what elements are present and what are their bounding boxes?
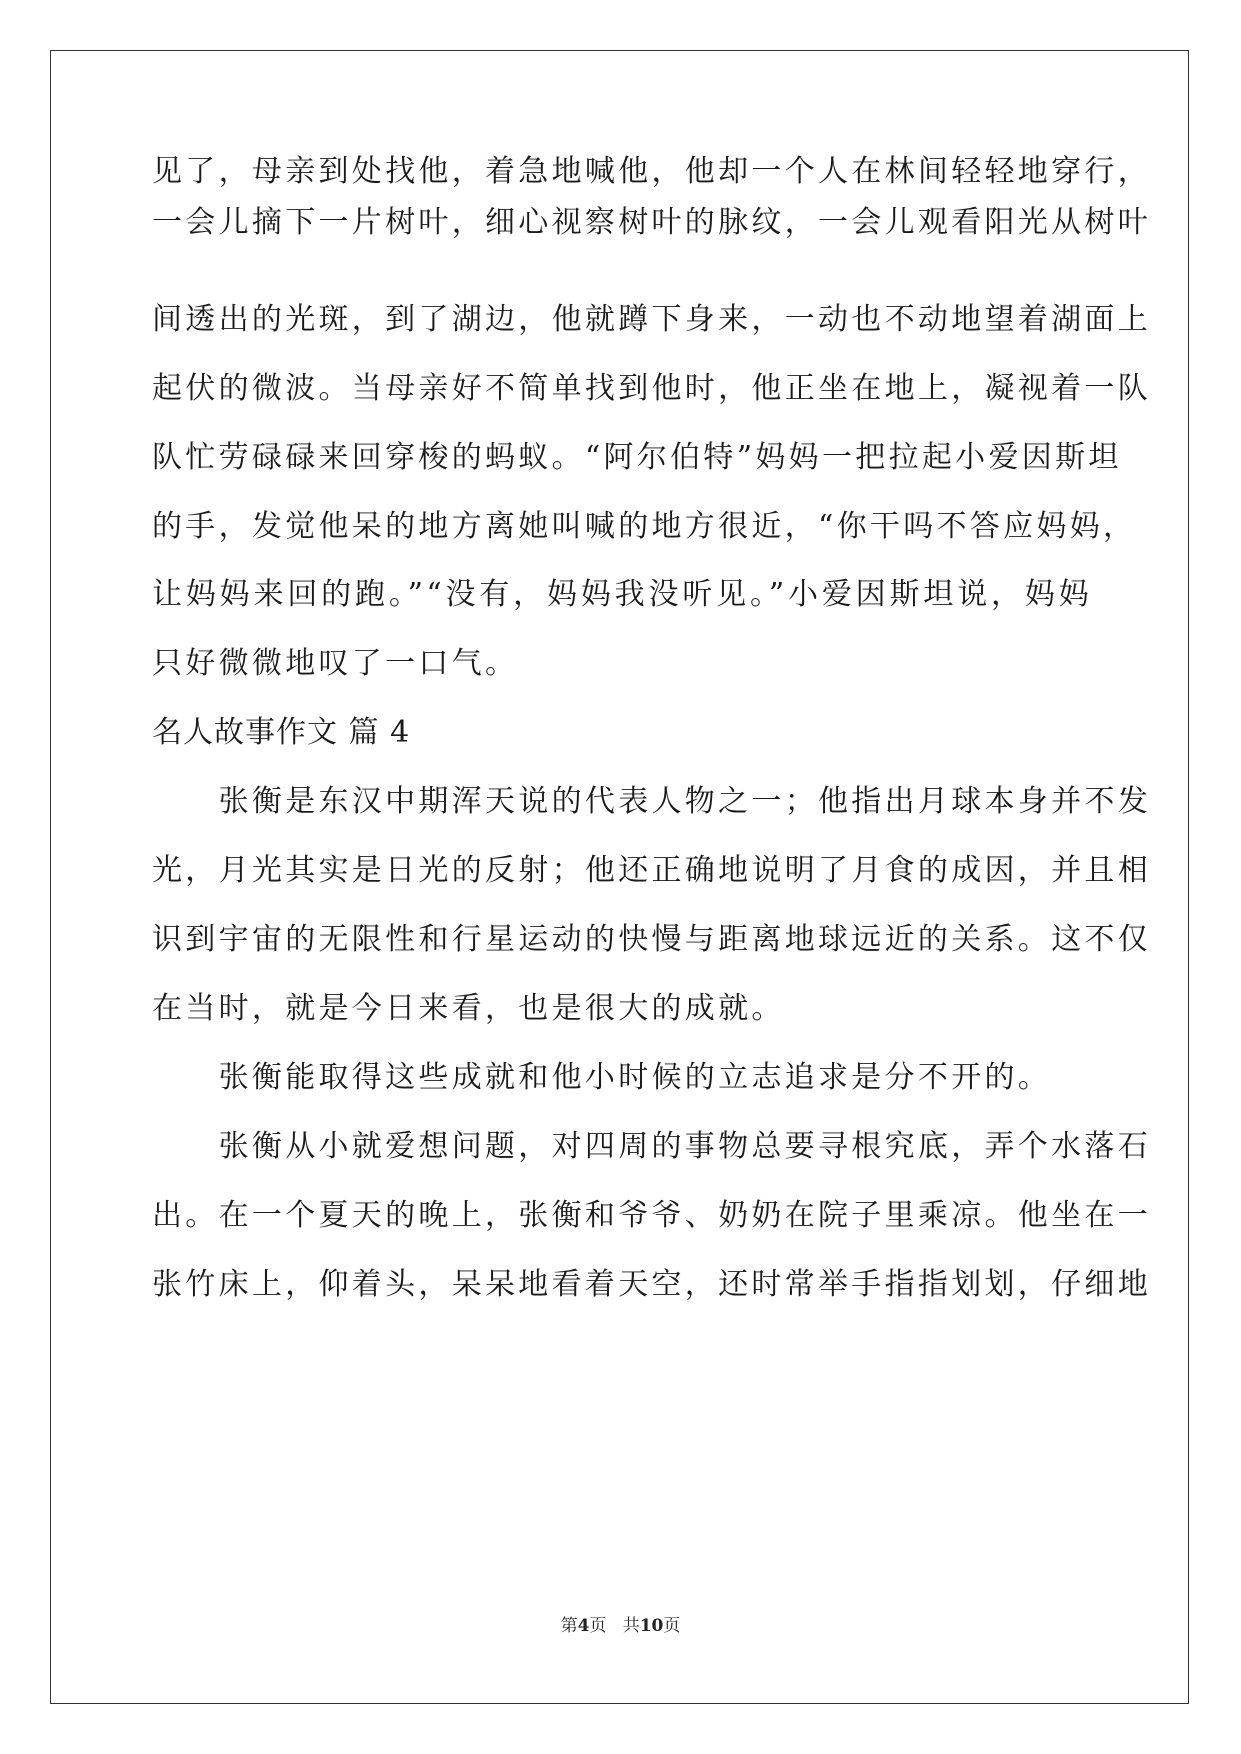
paragraph-line: 队忙劳碌碌来回穿梭的蚂蚁。“阿尔伯特”妈妈一把拉起小爱因斯坦 [152, 440, 1122, 475]
paragraph-line: 出。在一个夏天的晚上，张衡和爷爷、奶奶在院子里乘凉。他坐在一 [152, 1198, 1151, 1233]
paragraph-line: 张衡从小就爱想问题，对四周的事物总要寻根究底，弄个水落石 [152, 1129, 1151, 1164]
total-page-count: 10 [639, 1616, 664, 1636]
footer-prefix: 第 [560, 1616, 578, 1636]
paragraph-line: 张衡能取得这些成就和他小时候的立志追求是分不开的。 [152, 1060, 1052, 1095]
paragraph-line: 起伏的微波。当母亲好不简单找到他时，他正坐在地上，凝视着一队 [152, 371, 1151, 406]
paragraph-line: 识到宇宙的无限性和行星运动的快慢与距离地球远近的关系。这不仅 [152, 922, 1151, 957]
footer-total-prefix: 共 [622, 1616, 640, 1636]
paragraph-line: 见了，母亲到处找他，着急地喊他，他却一个人在林间轻轻地穿行， [152, 154, 1151, 189]
paragraph-line: 在当时，就是今日来看，也是很大的成就。 [152, 991, 785, 1026]
page-footer [0, 1615, 1241, 1637]
footer-total-unit: 页 [663, 1616, 681, 1636]
paragraph-line: 让妈妈来回的跑。”“没有，妈妈我没听见。”小爱因斯坦说，妈妈 [152, 577, 1092, 612]
paragraph-line: 光，月光其实是日光的反射；他还正确地说明了月食的成因，并且相 [152, 853, 1151, 888]
paragraph-line: 一会儿摘下一片树叶，细心视察树叶的脉纹，一会儿观看阳光从树叶 [152, 205, 1151, 240]
current-page-number: 4 [577, 1616, 590, 1636]
paragraph-line: 间透出的光斑，到了湖边，他就蹲下身来，一动也不动地望着湖面上 [152, 302, 1151, 337]
section-heading: 名人故事作文 篇 4 [152, 715, 411, 750]
paragraph-line: 张衡是东汉中期浑天说的代表人物之一；他指出月球本身并不发 [152, 784, 1151, 819]
paragraph-line: 的手，发觉他呆的地方离她叫喊的地方很近，“你干吗不答应妈妈， [152, 509, 1137, 544]
paragraph-line: 只好微微地叹了一口气。 [152, 646, 519, 681]
paragraph-line: 张竹床上，仰着头，呆呆地看着天空，还时常举手指指划划，仔细地 [152, 1267, 1151, 1302]
footer-page-unit: 页 [589, 1616, 607, 1636]
